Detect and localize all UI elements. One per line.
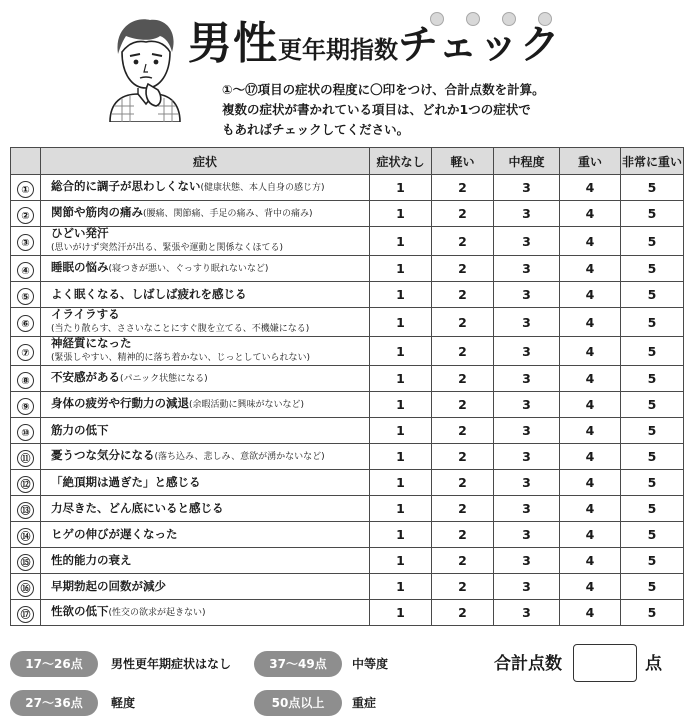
symptom-cell xyxy=(41,522,370,548)
score-option[interactable]: 5 xyxy=(621,418,684,444)
symptom-label: 総合的に調子が思わしくない xyxy=(51,179,201,193)
score-option[interactable]: 2 xyxy=(432,366,494,392)
score-option[interactable]: 3 xyxy=(494,175,560,201)
score-option[interactable]: 1 xyxy=(370,600,432,626)
score-option[interactable]: 4 xyxy=(560,201,621,227)
score-option[interactable]: 3 xyxy=(494,282,560,308)
title-sub: 更年期指数 xyxy=(278,36,398,64)
symptom-label: 不安感がある xyxy=(51,370,120,384)
row-number-cell xyxy=(11,574,41,600)
legend-range-badge: 17〜26点 xyxy=(10,651,98,677)
table-row xyxy=(11,175,684,201)
table-row xyxy=(11,366,684,392)
symptom-cell xyxy=(41,201,370,227)
score-option[interactable]: 5 xyxy=(621,392,684,418)
symptom-label: 睡眠の悩み xyxy=(51,260,109,274)
row-number: ⑬ xyxy=(17,502,34,519)
score-option[interactable]: 2 xyxy=(432,600,494,626)
score-option[interactable]: 4 xyxy=(560,574,621,600)
score-option[interactable]: 4 xyxy=(560,175,621,201)
score-option[interactable]: 2 xyxy=(432,175,494,201)
score-option[interactable]: 3 xyxy=(494,418,560,444)
symptom-label: 力尽きた、どん底にいると感じる xyxy=(51,501,224,515)
score-option[interactable]: 4 xyxy=(560,227,621,256)
score-option[interactable]: 3 xyxy=(494,470,560,496)
legend-meaning: 重症 xyxy=(352,696,377,710)
score-option[interactable]: 1 xyxy=(370,522,432,548)
table-row xyxy=(11,256,684,282)
table-row xyxy=(11,548,684,574)
row-number: ⑦ xyxy=(17,344,34,361)
total-score-box[interactable] xyxy=(573,644,637,682)
score-option[interactable]: 1 xyxy=(370,175,432,201)
table-row xyxy=(11,201,684,227)
symptom-cell xyxy=(41,392,370,418)
symptom-cell xyxy=(41,227,370,256)
table-row xyxy=(11,496,684,522)
legend-range-badge: 50点以上 xyxy=(254,690,342,716)
symptom-label: 神経質になった xyxy=(51,336,132,350)
symptom-note: (パニック状態になる) xyxy=(120,374,208,384)
score-option[interactable]: 5 xyxy=(621,496,684,522)
score-option[interactable]: 2 xyxy=(432,496,494,522)
legend-meaning: 男性更年期症状はなし xyxy=(111,657,232,671)
score-option[interactable]: 5 xyxy=(621,227,684,256)
row-number-cell xyxy=(11,600,41,626)
thinking-man-illustration xyxy=(104,14,184,122)
score-option[interactable]: 5 xyxy=(621,548,684,574)
symptom-cell xyxy=(41,282,370,308)
score-option[interactable]: 4 xyxy=(560,470,621,496)
score-option[interactable]: 5 xyxy=(621,522,684,548)
score-option[interactable]: 1 xyxy=(370,366,432,392)
row-number: ⑮ xyxy=(17,554,34,571)
score-option[interactable]: 5 xyxy=(621,256,684,282)
score-option[interactable]: 4 xyxy=(560,256,621,282)
symptom-cell xyxy=(41,470,370,496)
score-option[interactable]: 2 xyxy=(432,444,494,470)
symptom-cell xyxy=(41,337,370,366)
score-option[interactable]: 4 xyxy=(560,548,621,574)
row-number-cell xyxy=(11,470,41,496)
legend-range-badge: 27〜36点 xyxy=(10,690,98,716)
score-option[interactable]: 1 xyxy=(370,337,432,366)
row-number-cell xyxy=(11,256,41,282)
symptom-note: (健康状態、本人自身の感じ方) xyxy=(200,183,325,193)
symptom-label: ヒゲの伸びが遅くなった xyxy=(51,527,178,541)
symptom-note: (腰痛、関節痛、手足の痛み、背中の痛み) xyxy=(143,209,313,219)
score-option[interactable]: 1 xyxy=(370,496,432,522)
table-row xyxy=(11,418,684,444)
row-number-cell xyxy=(11,201,41,227)
score-option[interactable]: 5 xyxy=(621,444,684,470)
symptom-cell xyxy=(41,418,370,444)
row-number: ② xyxy=(17,207,34,224)
row-number: ⑧ xyxy=(17,372,34,389)
row-number-cell xyxy=(11,337,41,366)
row-number-cell xyxy=(11,175,41,201)
row-number-cell xyxy=(11,496,41,522)
score-option[interactable]: 2 xyxy=(432,256,494,282)
symptom-label: 性的能力の衰え xyxy=(51,553,132,567)
symptom-label: ひどい発汗 xyxy=(51,226,109,240)
column-header: 症状 xyxy=(41,148,370,175)
row-number: ④ xyxy=(17,262,34,279)
score-option[interactable]: 5 xyxy=(621,175,684,201)
score-option[interactable]: 2 xyxy=(432,418,494,444)
instruction-line: もあればチェックしてください。 xyxy=(222,122,410,137)
symptom-note: (余暇活動に興味がないなど) xyxy=(189,400,305,410)
score-option[interactable]: 4 xyxy=(560,600,621,626)
symptom-cell xyxy=(41,366,370,392)
column-header: 症状なし xyxy=(370,148,432,175)
symptom-label: 憂うつな気分になる xyxy=(51,448,155,462)
score-option[interactable]: 1 xyxy=(370,256,432,282)
symptom-cell xyxy=(41,256,370,282)
legend-meaning: 軽度 xyxy=(111,696,136,710)
row-number: ⑥ xyxy=(17,315,34,332)
score-option[interactable]: 1 xyxy=(370,574,432,600)
symptom-cell xyxy=(41,548,370,574)
score-option[interactable]: 1 xyxy=(370,282,432,308)
score-option[interactable]: 3 xyxy=(494,227,560,256)
row-number: ③ xyxy=(17,234,34,251)
score-option[interactable]: 4 xyxy=(560,366,621,392)
row-number-cell xyxy=(11,282,41,308)
row-number: ⑯ xyxy=(17,580,34,597)
symptom-cell xyxy=(41,308,370,337)
symptom-note: (性交の欲求が起きない) xyxy=(108,608,206,618)
row-number: ⑩ xyxy=(17,424,34,441)
score-option[interactable]: 3 xyxy=(494,574,560,600)
score-option[interactable]: 2 xyxy=(432,337,494,366)
row-number: ⑪ xyxy=(17,450,34,467)
total-score-unit: 点 xyxy=(645,654,662,674)
score-option[interactable]: 1 xyxy=(370,392,432,418)
symptom-label: よく眠くなる、しばしば疲れを感じる xyxy=(51,287,247,301)
score-option[interactable]: 2 xyxy=(432,470,494,496)
score-option[interactable]: 2 xyxy=(432,201,494,227)
score-option[interactable]: 1 xyxy=(370,418,432,444)
row-number-cell xyxy=(11,444,41,470)
score-option[interactable]: 1 xyxy=(370,470,432,496)
score-option[interactable]: 4 xyxy=(560,522,621,548)
row-number: ⑭ xyxy=(17,528,34,545)
table-header-row xyxy=(11,148,684,175)
score-option[interactable]: 5 xyxy=(621,308,684,337)
row-number-cell xyxy=(11,366,41,392)
table-row xyxy=(11,600,684,626)
score-option[interactable]: 3 xyxy=(494,256,560,282)
column-header: 非常に重い xyxy=(621,148,684,175)
score-option[interactable]: 1 xyxy=(370,444,432,470)
symptom-label: イライラする xyxy=(51,307,120,321)
score-option[interactable]: 1 xyxy=(370,227,432,256)
symptom-note: (落ち込み、悲しみ、意欲が湧かないなど) xyxy=(154,452,325,462)
column-header: 中程度 xyxy=(494,148,560,175)
score-option[interactable]: 3 xyxy=(494,444,560,470)
symptom-label: 「絶頂期は過ぎた」と感じる xyxy=(51,475,201,489)
table-row xyxy=(11,337,684,366)
symptom-label: 関節や筋肉の痛み xyxy=(51,205,143,219)
score-option[interactable]: 3 xyxy=(494,392,560,418)
row-number-cell xyxy=(11,522,41,548)
score-option[interactable]: 2 xyxy=(432,548,494,574)
table-row xyxy=(11,522,684,548)
symptom-cell xyxy=(41,175,370,201)
score-option[interactable]: 3 xyxy=(494,600,560,626)
score-option[interactable]: 5 xyxy=(621,574,684,600)
score-option[interactable]: 2 xyxy=(432,522,494,548)
table-row xyxy=(11,227,684,256)
legend-range-badge: 37〜49点 xyxy=(254,651,342,677)
score-option[interactable]: 3 xyxy=(494,522,560,548)
score-option[interactable]: 2 xyxy=(432,282,494,308)
score-option[interactable]: 3 xyxy=(494,337,560,366)
score-option[interactable]: 1 xyxy=(370,548,432,574)
table-row xyxy=(11,392,684,418)
symptom-cell xyxy=(41,574,370,600)
score-option[interactable]: 2 xyxy=(432,227,494,256)
score-option[interactable]: 5 xyxy=(621,600,684,626)
score-option[interactable]: 4 xyxy=(560,496,621,522)
table-row xyxy=(11,308,684,337)
instruction-line: ①〜⑰項目の症状の程度に〇印をつけ、合計点数を計算。 xyxy=(222,82,545,97)
row-number-cell xyxy=(11,418,41,444)
symptom-note: (寝つきが悪い、ぐっすり眠れないなど) xyxy=(108,264,269,274)
score-option[interactable]: 4 xyxy=(560,308,621,337)
row-number-cell xyxy=(11,227,41,256)
score-option[interactable]: 3 xyxy=(494,366,560,392)
row-number-cell xyxy=(11,392,41,418)
title-main: 男性 xyxy=(188,18,278,69)
symptom-cell xyxy=(41,444,370,470)
instruction-line: 複数の症状が書かれている項目は、どれか1つの症状で xyxy=(222,102,531,117)
score-option[interactable]: 5 xyxy=(621,201,684,227)
symptom-label: 身体の疲労や行動力の減退 xyxy=(51,396,189,410)
score-option[interactable]: 5 xyxy=(621,282,684,308)
score-option[interactable]: 5 xyxy=(621,337,684,366)
table-row xyxy=(11,444,684,470)
symptom-label: 性欲の低下 xyxy=(51,604,109,618)
header-number-cell xyxy=(11,148,41,175)
row-number: ⑨ xyxy=(17,398,34,415)
instructions xyxy=(222,80,682,140)
row-number-cell xyxy=(11,308,41,337)
score-option[interactable]: 2 xyxy=(432,574,494,600)
title-check: チェック xyxy=(398,22,561,68)
column-header: 重い xyxy=(560,148,621,175)
score-option[interactable]: 1 xyxy=(370,201,432,227)
score-option[interactable]: 4 xyxy=(560,337,621,366)
table-row xyxy=(11,574,684,600)
score-option[interactable]: 4 xyxy=(560,282,621,308)
score-option[interactable]: 4 xyxy=(560,392,621,418)
symptom-note: (当たり散らす、ささいなことにすぐ腹を立てる、不機嫌になる) xyxy=(51,324,310,334)
column-header: 軽い xyxy=(432,148,494,175)
score-option[interactable]: 5 xyxy=(621,470,684,496)
row-number: ⑤ xyxy=(17,288,34,305)
symptom-cell xyxy=(41,600,370,626)
row-number: ⑫ xyxy=(17,476,34,493)
total-score-label: 合計点数 xyxy=(494,654,562,674)
symptom-note: (思いがけず突然汗が出る、緊張や運動と関係なくほてる) xyxy=(51,243,284,253)
score-option[interactable]: 2 xyxy=(432,308,494,337)
score-option[interactable]: 3 xyxy=(494,496,560,522)
score-option[interactable]: 2 xyxy=(432,392,494,418)
score-option[interactable]: 4 xyxy=(560,418,621,444)
row-number: ① xyxy=(17,181,34,198)
score-option[interactable]: 3 xyxy=(494,308,560,337)
row-number: ⑰ xyxy=(17,606,34,623)
legend-meaning: 中等度 xyxy=(352,657,389,671)
score-option[interactable]: 3 xyxy=(494,201,560,227)
symptom-label: 筋力の低下 xyxy=(51,423,109,437)
score-option[interactable]: 3 xyxy=(494,548,560,574)
symptom-label: 早期勃起の回数が減少 xyxy=(51,579,166,593)
score-option[interactable]: 1 xyxy=(370,308,432,337)
score-option[interactable]: 4 xyxy=(560,444,621,470)
table-row xyxy=(11,282,684,308)
row-number-cell xyxy=(11,548,41,574)
symptom-table xyxy=(10,147,684,626)
symptom-note: (緊張しやすい、精神的に落ち着かない、じっとしていられない) xyxy=(51,353,311,363)
symptom-cell xyxy=(41,496,370,522)
table-row xyxy=(11,470,684,496)
page-title xyxy=(188,18,561,69)
score-option[interactable]: 5 xyxy=(621,366,684,392)
